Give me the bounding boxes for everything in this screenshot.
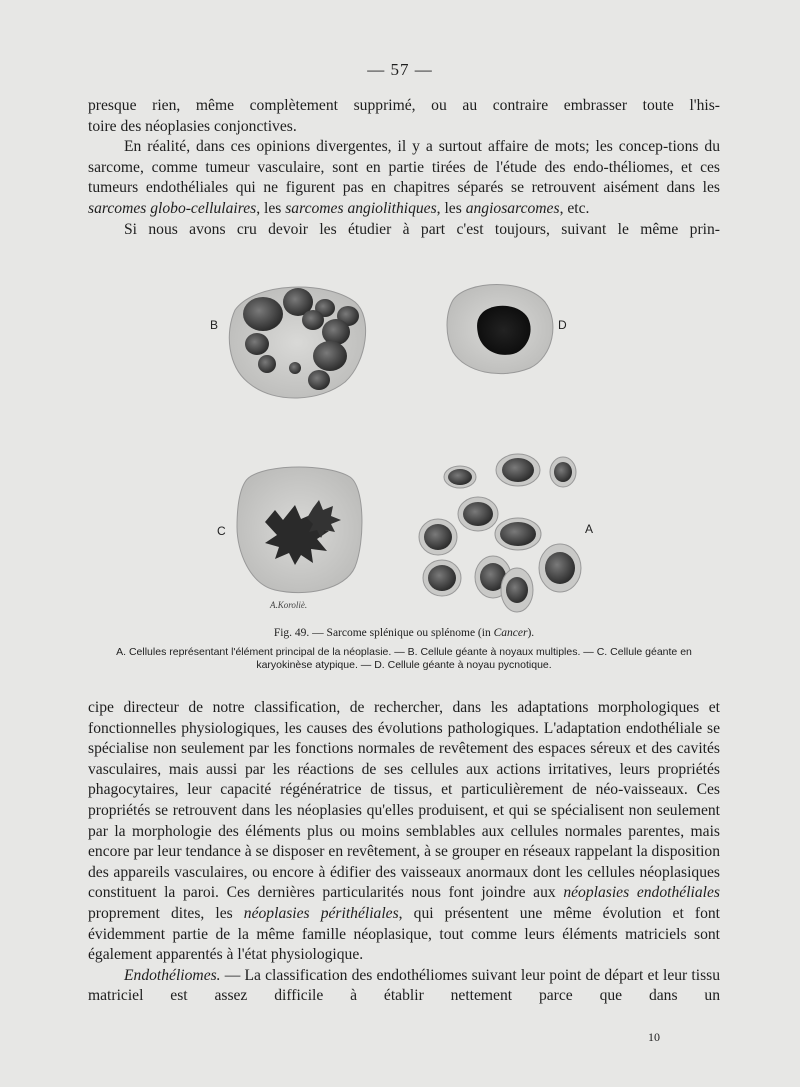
text-span: En réalité, dans ces opinions divergentes, il y a surtout affaire de mots; les concep-tions du sarcome, comme tumeur vasculaire, sont en partie tirées de l'étude des endo-théliomes, et ces tumeurs endothéliales qui ne figurent pas en chapitres séparés se retrouvent aisément dans les bbox=[88, 138, 720, 197]
paragraph bbox=[88, 698, 720, 966]
text-span: , etc. bbox=[559, 199, 590, 217]
text-span: — La classification des endothéliomes suivant leur point de départ et leur tissu matriciel est assez difficile à établir nettement parce que dans un bbox=[88, 966, 720, 1005]
text-span: , les bbox=[436, 199, 466, 217]
text-span: proprement dites, les bbox=[88, 904, 244, 922]
sheet-number: 10 bbox=[648, 1030, 660, 1044]
cell-illustration bbox=[195, 272, 605, 622]
figure-caption-body: A. Cellules représentant l'élément principal de la néoplasie. — B. Cellule géante à noyaux multiples. — C. Cellule géante en karyokinèse atypique. — D. Cellule géante à noyau pycnotique. bbox=[116, 646, 692, 671]
paragraph bbox=[88, 966, 720, 1007]
cell-group-a bbox=[419, 454, 581, 612]
label-b: B bbox=[210, 318, 219, 332]
caption-emphasis: Cancer bbox=[493, 627, 528, 639]
text-line: presque rien, même complètement supprimé, ou au contraire embrasser toute l'his- bbox=[88, 97, 720, 114]
text-span: cipe directeur de notre classification, de rechercher, dans les adaptations morphologiques et fonctionnelles physiologiques, les causes des évolutions pathologiques. L'adaptation endothéliale se spécialise non seulement par les fonctions normales de revêtement des espaces séreux et des cavités vasculaires, mais aussi par les réactions de ses cellules aux actions irritatives, leurs propriétés phagocytaires, leur capacité régénératrice de tissus, et particulièrement de néo-vaisseaux. Ces propriétés se retrouvent dans les néoplasies qu'elles produisent, et qui se spécialisent non seulement par la morphologie des éléments plus ou moins semblables aux cellules normales parentes, mais encore par leur tendance à se disposer en revêtement, à se grouper en réseaux rappelant la disposition des appareils vasculaires, ou encore à édifier des vaisseaux anormaux dont les cellules néoplasiques constituent la paroi. Ces dernières particularités nous font joindre aux bbox=[88, 699, 720, 902]
bottom-paragraphs bbox=[88, 698, 720, 1007]
paragraph: Si nous avons cru devoir les étudier à part c'est toujours, suivant le même prin- bbox=[124, 220, 720, 238]
text-line: toire des néoplasies conjonctives. bbox=[88, 117, 297, 135]
top-paragraphs bbox=[88, 96, 720, 240]
label-c: C bbox=[217, 524, 226, 538]
giant-cell-b bbox=[229, 287, 365, 398]
emphasis: sarcomes angiolithiques bbox=[285, 199, 437, 217]
label-d: D bbox=[558, 318, 567, 332]
caption-text: ). bbox=[527, 627, 535, 639]
caption-text: Fig. 49. — Sarcome splénique ou splénome (in bbox=[273, 627, 494, 639]
emphasis: angiosarcomes bbox=[465, 199, 560, 217]
emphasis: néoplasies périthéliales bbox=[243, 904, 399, 922]
emphasis: néoplasies endothéliales bbox=[563, 884, 720, 902]
emphasis: Endothéliomes. bbox=[124, 966, 221, 984]
text-span: , les bbox=[256, 199, 286, 217]
figure-caption-title bbox=[88, 627, 720, 639]
label-a: A bbox=[585, 522, 594, 536]
paragraph bbox=[88, 137, 720, 219]
page-number: — 57 — bbox=[367, 60, 433, 79]
emphasis: sarcomes globo-cellulaires bbox=[88, 199, 257, 217]
giant-cell-c bbox=[237, 467, 362, 593]
artist-signature: A.Koroliè. bbox=[270, 600, 308, 610]
figure-49 bbox=[195, 272, 605, 622]
text-span: , qui présentent une même évolution et font évidemment partie de la même famille néoplasique, tout comme leurs éléments matriciels sont également apparentés à l'état physiologique. bbox=[88, 904, 721, 964]
giant-cell-d bbox=[447, 285, 553, 374]
